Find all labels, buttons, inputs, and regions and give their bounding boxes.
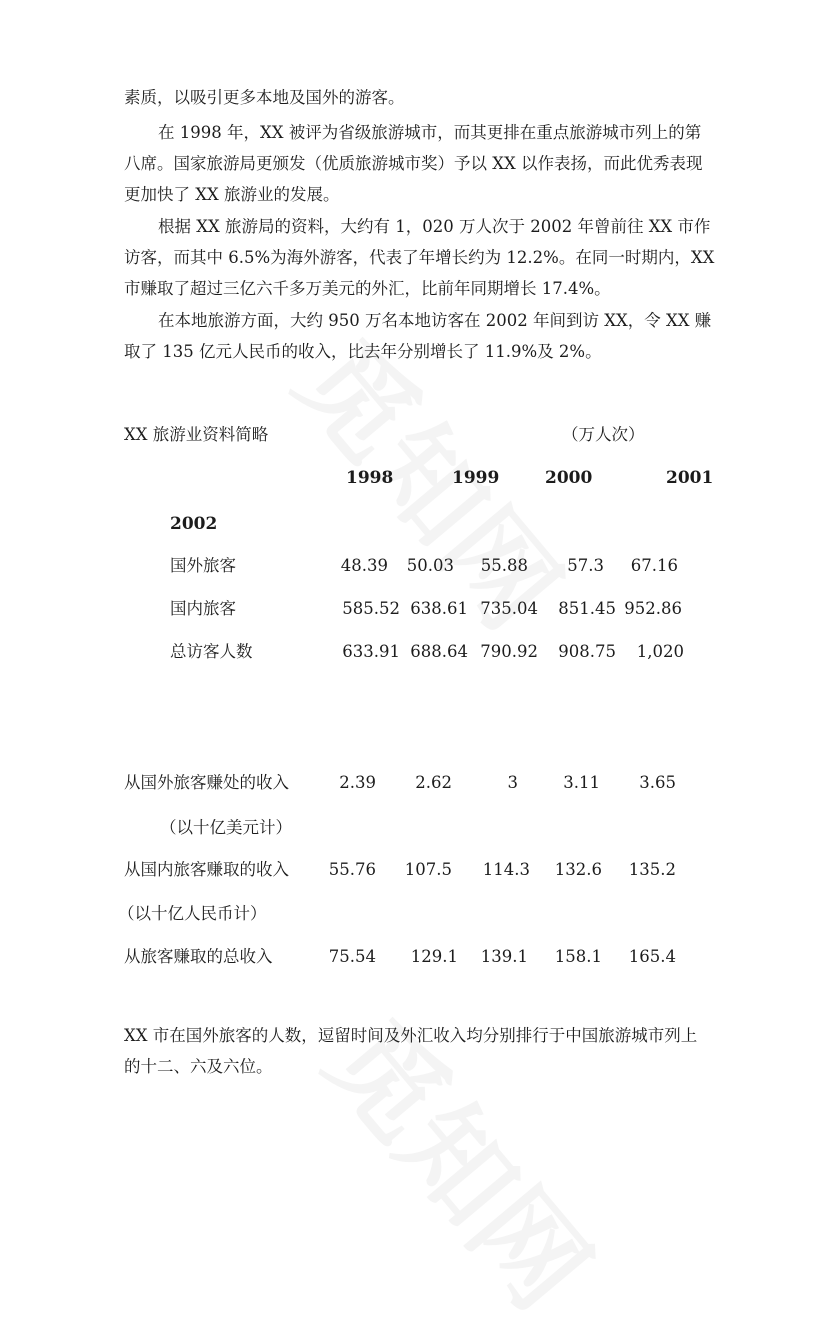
row-label: 国内旅客 [170,599,236,618]
table-cell: 129.1 [410,947,458,966]
table-cell: 135.2 [628,860,676,879]
paragraph-line: 八席。国家旅游局更颁发（优质旅游城市奖）予以 XX 以作表扬，而此优秀表现 [124,154,703,173]
table-title: XX 旅游业资料简略 [124,425,269,444]
row-label: 总访客人数 [170,642,253,661]
table-cell: 114.3 [482,860,530,879]
year-header: 2001 [666,468,714,488]
table-cell: 3.11 [563,773,600,792]
row-label: 从国内旅客赚取的收入 [124,860,289,879]
paragraph-line: 在本地旅游方面，大约 950 万名本地访客在 2002 年间到访 XX，令 XX 赚 [158,311,712,330]
row-label: 从国外旅客赚处的收入 [124,773,289,792]
table-cell: 3.65 [639,773,676,792]
table-cell: 1,020 [636,642,684,661]
table-cell: 165.4 [628,947,676,966]
table-cell: 908.75 [558,642,616,661]
year-header: 2002 [170,514,218,534]
table-cell: 132.6 [554,860,602,879]
row-sublabel: （以十亿美元计） [160,818,292,837]
paragraph-line: 市赚取了超过三亿六千多万美元的外汇，比前年同期增长 17.4%。 [124,279,611,298]
table-cell: 139.1 [480,947,528,966]
paragraph-line: 更加快了 XX 旅游业的发展。 [124,185,340,204]
table-cell: 75.54 [328,947,376,966]
paragraph-line: 取了 135 亿元人民币的收入，比去年分别增长了 11.9%及 2%。 [124,342,602,361]
row-sublabel: （以十亿人民币计） [118,904,267,923]
table-cell: 2.62 [415,773,452,792]
paragraph-line: 在 1998 年，XX 被评为省级旅游城市，而其更排在重点旅游城市列上的第 [158,123,702,142]
closing-line: XX 市在国外旅客的人数，逗留时间及外汇收入均分别排行于中国旅游城市列上 [124,1026,698,1045]
row-label: 从旅客赚取的总收入 [124,947,273,966]
table-cell: 55.76 [328,860,376,879]
table-cell: 633.91 [342,642,400,661]
table-cell: 67.16 [630,556,678,575]
paragraph-line: 根据 XX 旅游局的资料，大约有 1，020 万人次于 2002 年曾前往 XX 市作 [158,217,711,236]
closing-line: 的十二、六及六位。 [124,1057,273,1076]
year-header: 2000 [545,468,593,488]
table-cell: 50.03 [406,556,454,575]
table-cell: 55.88 [480,556,528,575]
table-cell: 2.39 [339,773,376,792]
table-cell: 688.64 [410,642,468,661]
table-cell: 48.39 [340,556,388,575]
table-cell: 107.5 [404,860,452,879]
table-cell: 952.86 [624,599,682,618]
table-cell: 790.92 [480,642,538,661]
table-cell: 851.45 [558,599,616,618]
year-header: 1999 [452,468,500,488]
table-cell: 638.61 [410,599,468,618]
paragraph-line: 素质，以吸引更多本地及国外的游客。 [124,88,405,107]
table-cell: 57.3 [567,556,604,575]
table-cell: 735.04 [480,599,538,618]
table-unit: （万人次） [562,425,645,444]
table-cell: 158.1 [554,947,602,966]
row-label: 国外旅客 [170,556,236,575]
paragraph-line: 访客，而其中 6.5%为海外游客，代表了年增长约为 12.2%。在同一时期内，XX [124,248,715,267]
table-cell: 3 [507,773,518,792]
year-header: 1998 [346,468,394,488]
table-cell: 585.52 [342,599,400,618]
